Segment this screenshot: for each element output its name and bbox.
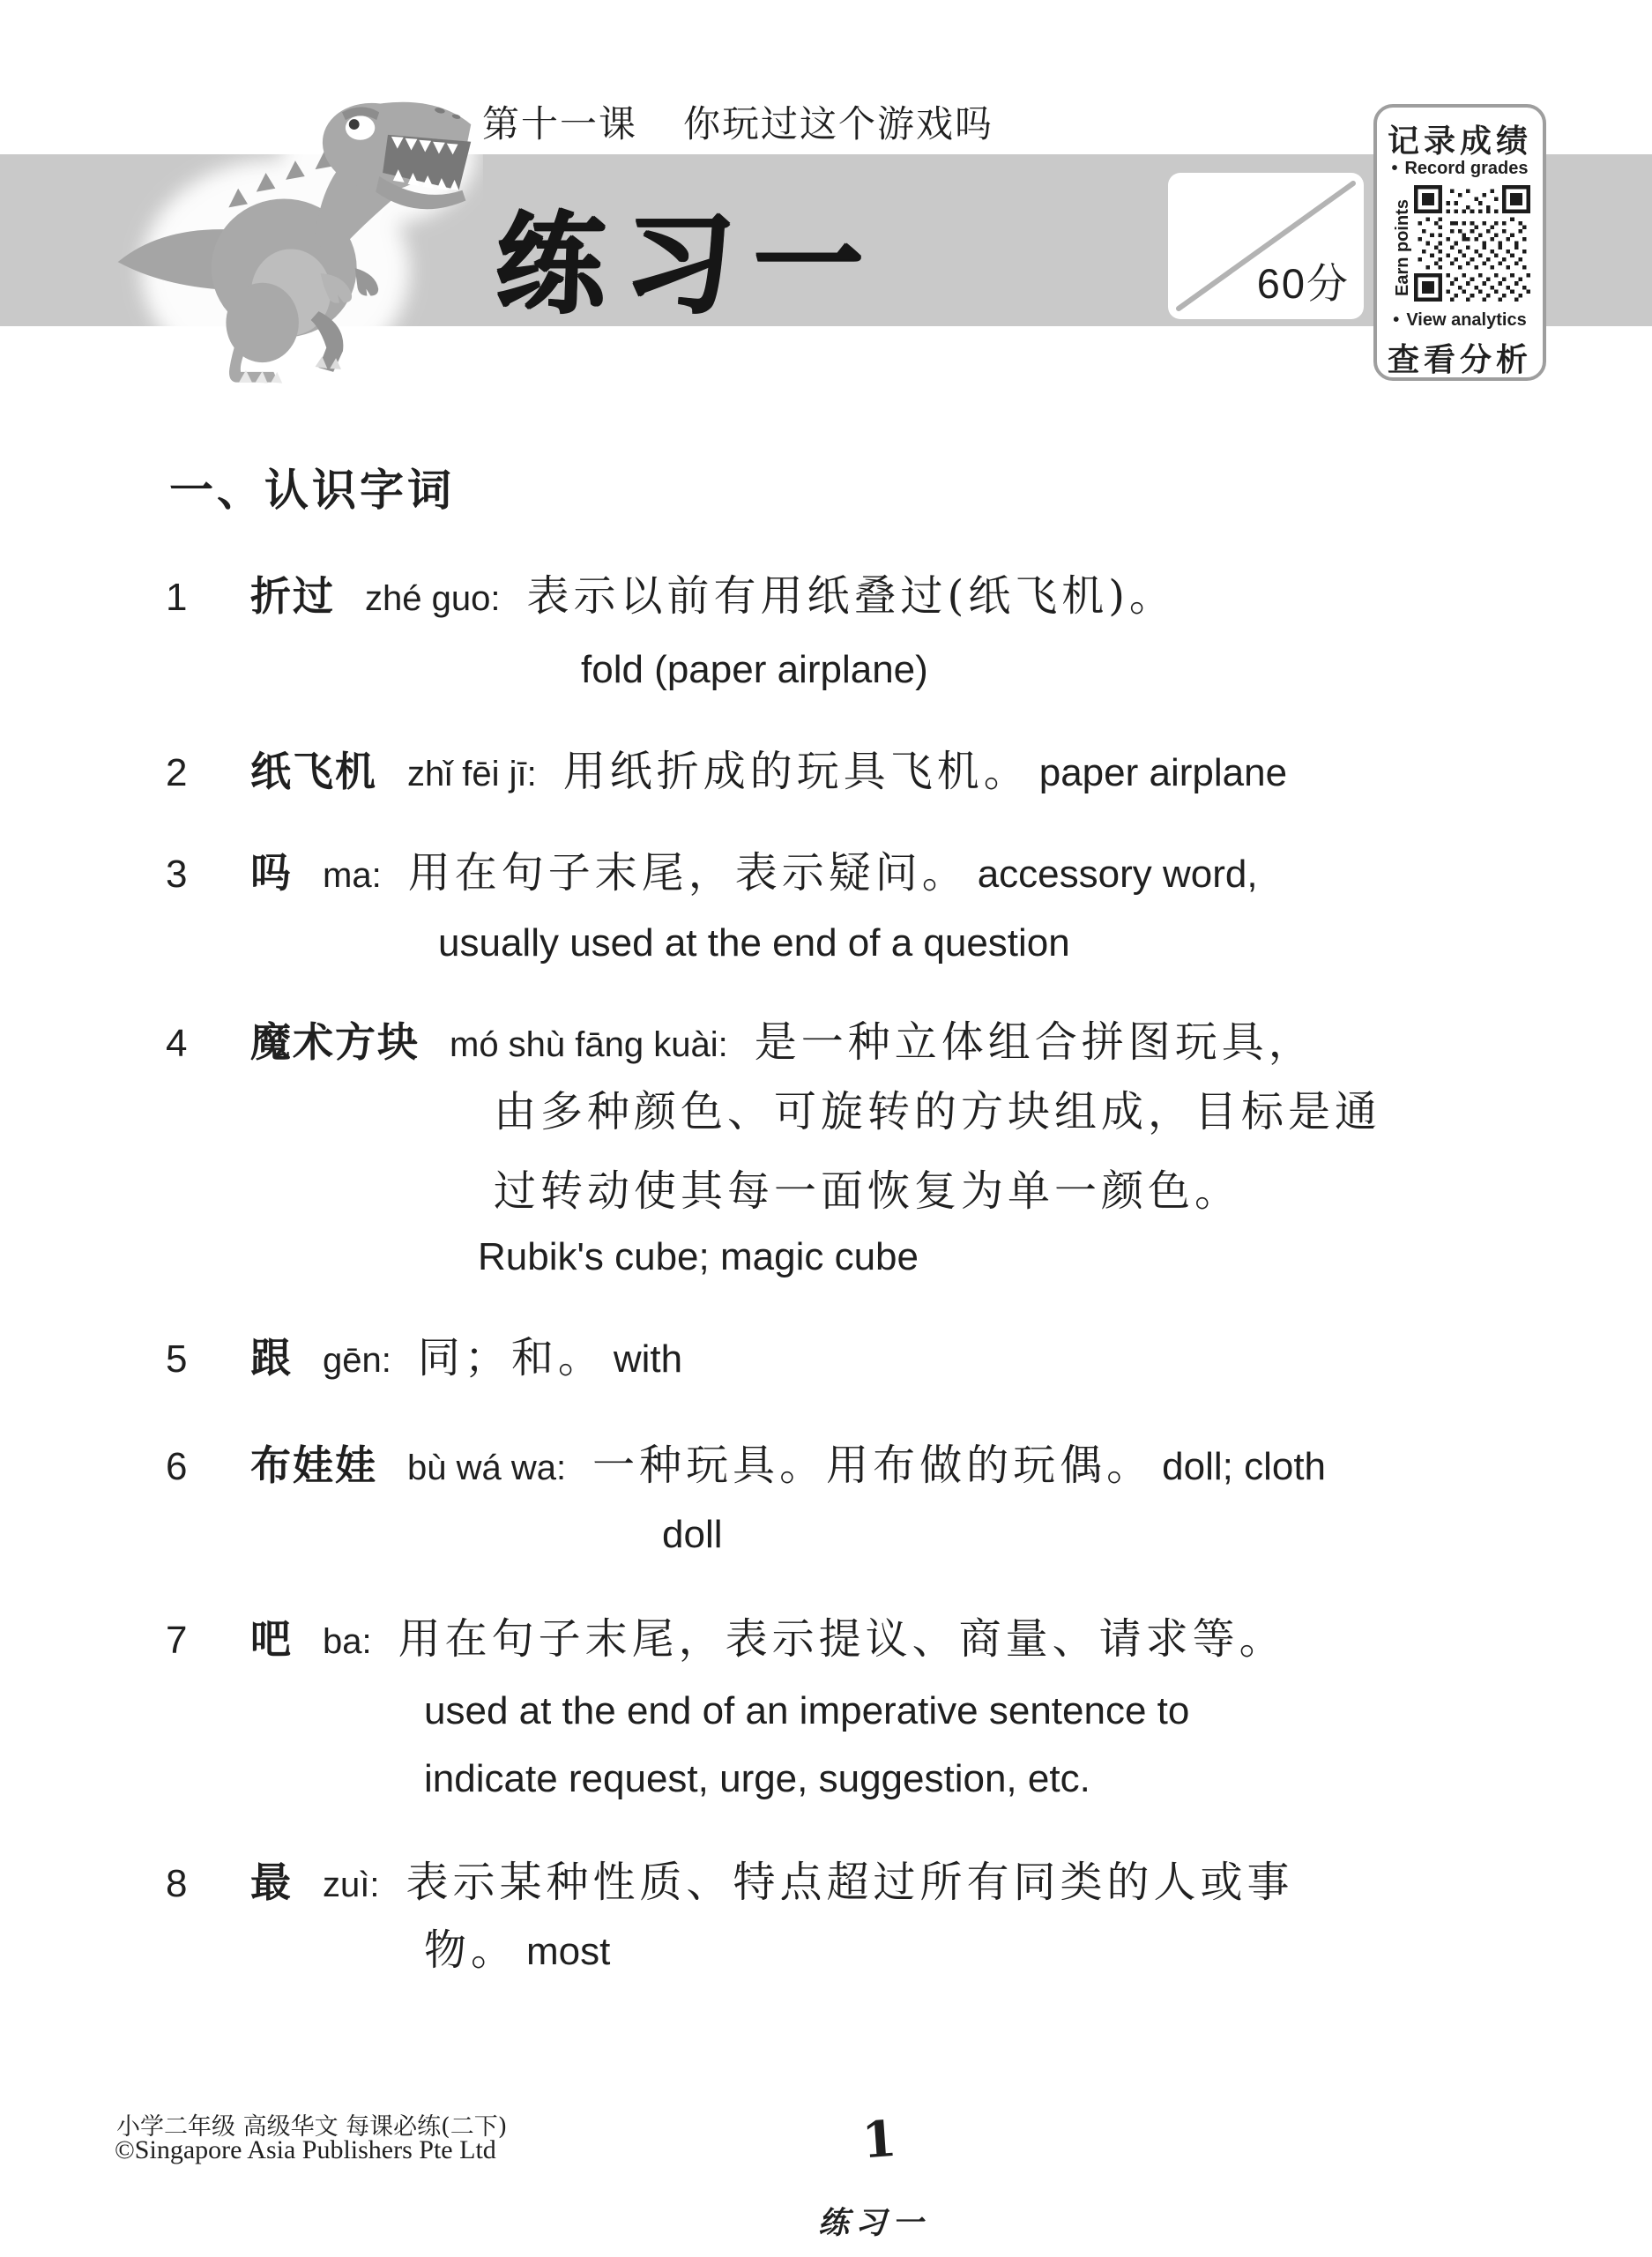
entry-definition-en: doll	[662, 1513, 723, 1556]
entry-7-line-3	[424, 1757, 1090, 1800]
section-heading: 一、认识字词	[169, 466, 455, 515]
entry-number: 4	[166, 1022, 188, 1065]
entry-definition-en: most	[526, 1930, 611, 1973]
entry-8-line-2	[424, 1927, 610, 1975]
entry-3-line-2	[438, 921, 1070, 965]
entry-word: 布娃娃	[250, 1442, 377, 1488]
entry-number: 2	[166, 751, 188, 794]
entry-definition-zh: 表示某种性质、特点超过所有同类的人或事	[406, 1858, 1294, 1907]
page-number: 1	[859, 2109, 899, 2171]
entry-word: 最	[250, 1859, 293, 1905]
footer-series-info: 小学二年级 高级华文 每课必练(二下)	[116, 2113, 508, 2141]
qr-record-grades-label	[1377, 159, 1543, 179]
qr-panel-title: 记录成绩	[1387, 123, 1532, 159]
entry-word: 吧	[250, 1616, 293, 1662]
entry-definition-zh: 物。	[424, 1926, 518, 1975]
entry-3-line-1	[166, 850, 1258, 898]
entry-pinyin: ba:	[323, 1622, 372, 1661]
entry-definition-en: accessory word,	[977, 853, 1258, 896]
entry-definition-zh: 一种玩具。用布做的玩偶。	[592, 1441, 1154, 1490]
entry-4-line-4	[478, 1235, 919, 1278]
qr-panel-footer: 查看分析	[1387, 341, 1532, 377]
entry-2-line-1	[166, 749, 1287, 796]
entry-4-line-2	[494, 1089, 1381, 1136]
entry-word: 跟	[250, 1335, 293, 1381]
entry-pinyin: bù wá wa:	[407, 1449, 567, 1487]
entry-number: 6	[166, 1445, 188, 1488]
footer-copyright: ©Singapore Asia Publishers Pte Ltd	[115, 2135, 496, 2164]
entry-pinyin: zhǐ fēi jī:	[407, 755, 537, 793]
entry-pinyin: zhé guo:	[365, 579, 501, 618]
qr-code	[1414, 183, 1530, 303]
entry-definition-en: paper airplane	[1038, 751, 1288, 794]
entry-word: 纸飞机	[250, 749, 377, 794]
entry-definition-zh: 用纸折成的玩具飞机。	[562, 747, 1031, 796]
entry-definition-en: Rubik's cube; magic cube	[478, 1235, 919, 1278]
lesson-title: 你玩过这个游戏吗	[683, 103, 994, 145]
entry-word: 折过	[250, 573, 335, 619]
score-label: 60分	[1256, 260, 1350, 307]
entry-number: 8	[166, 1862, 188, 1905]
dinosaur-illustration	[102, 56, 483, 390]
entry-definition-zh: 表示以前有用纸叠过(纸飞机)。	[526, 571, 1176, 621]
footer-page-label: 练习一	[818, 2205, 930, 2241]
lesson-header	[482, 95, 993, 148]
entry-number: 3	[166, 853, 188, 896]
entry-definition-en: fold (paper airplane)	[581, 648, 928, 691]
qr-record-grades-text: Record grades	[1404, 159, 1529, 178]
entry-pinyin: ma:	[323, 856, 382, 895]
qr-panel	[1373, 104, 1546, 381]
entry-definition-en: doll; cloth	[1162, 1445, 1327, 1488]
entry-pinyin: mó shù fāng kuài:	[450, 1025, 728, 1064]
entry-7-line-2	[424, 1689, 1189, 1732]
entry-6-line-2	[662, 1513, 723, 1556]
entry-5-line-1	[166, 1335, 682, 1382]
qr-view-analytics-text: View analytics	[1406, 310, 1527, 330]
score-box	[1168, 173, 1364, 319]
entry-definition-zh: 是一种立体组合拼图玩具，	[754, 1017, 1315, 1067]
entry-word: 魔术方块	[250, 1019, 420, 1065]
entry-1-line-1	[166, 573, 1176, 621]
entry-definition-zh: 过转动使其每一面恢复为单一颜色。	[494, 1166, 1242, 1216]
entry-definition-zh: 用在句子末尾，表示疑问。	[407, 848, 969, 898]
bullet-icon: •	[1393, 310, 1400, 330]
entry-number: 5	[166, 1337, 188, 1381]
entry-definition-zh: 用在句子末尾，表示提议、商量、请求等。	[398, 1614, 1286, 1664]
entry-definition-zh: 同；和。	[417, 1333, 605, 1382]
lesson-number: 第十一课	[482, 103, 638, 145]
entry-4-line-1	[166, 1019, 1315, 1067]
entry-number: 1	[166, 576, 188, 619]
entry-6-line-1	[166, 1442, 1326, 1490]
qr-view-analytics-label	[1377, 310, 1543, 331]
page-title: 练习一	[493, 204, 884, 325]
entry-4-line-3	[494, 1168, 1241, 1216]
entry-1-line-2	[581, 648, 928, 691]
bullet-icon: •	[1391, 159, 1398, 178]
entry-definition-en: indicate request, urge, suggestion, etc.	[424, 1757, 1090, 1800]
entry-pinyin: zuì:	[323, 1866, 380, 1904]
entry-word: 吗	[250, 850, 293, 896]
entry-7-line-1	[166, 1616, 1286, 1664]
qr-earn-points-label: Earn points	[1393, 199, 1412, 297]
entry-definition-zh: 由多种颜色、可旋转的方块组成，目标是通	[494, 1087, 1382, 1136]
entry-definition-en: with	[613, 1337, 683, 1381]
entry-8-line-1	[166, 1859, 1294, 1907]
entry-pinyin: gēn:	[323, 1341, 391, 1380]
entry-definition-en: usually used at the end of a question	[438, 921, 1070, 965]
entry-definition-en: used at the end of an imperative sentence to	[424, 1689, 1190, 1732]
entry-number: 7	[166, 1619, 188, 1662]
